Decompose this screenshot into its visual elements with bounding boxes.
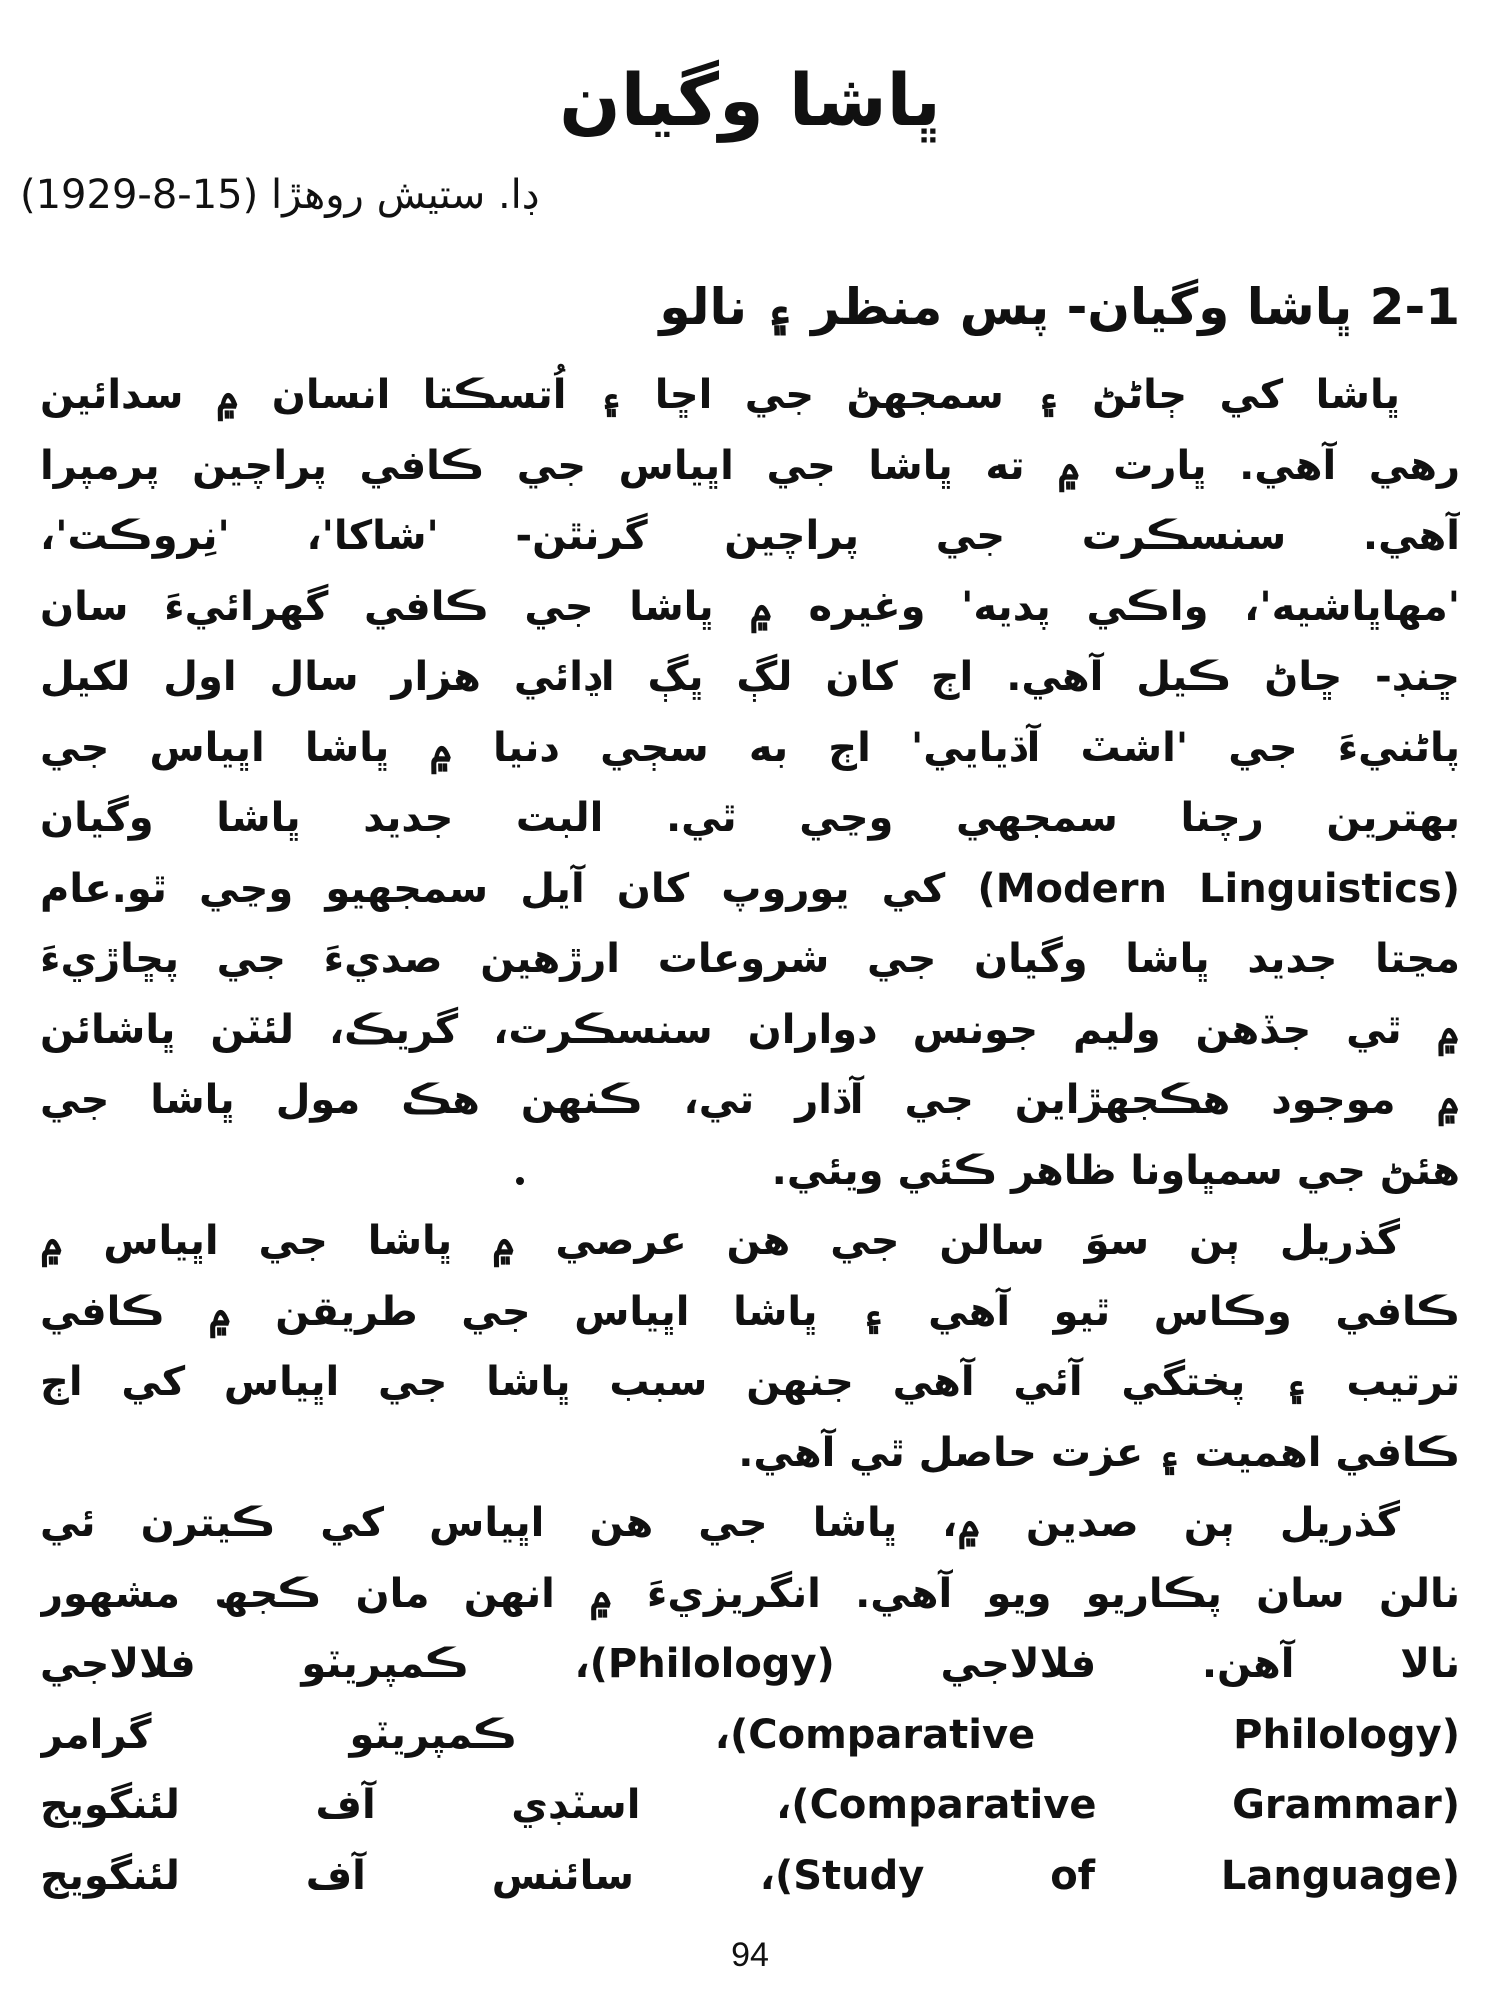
- text-line: (Comparative Grammar)، اسٽڊي آف لئنگويج: [40, 1782, 1460, 1828]
- page-number: 94: [731, 1936, 769, 1974]
- text-line: نالا آهن. فلالاجي (Philology)، ڪمپريٽو فلالاجي: [40, 1641, 1460, 1687]
- text-line: بهترين رچنا سمجهي وڃي ٿي. البت جديد ڀاشا وگيان: [40, 795, 1460, 841]
- text-line: (Study of Language)، سائنس آف لئنگويج: [40, 1852, 1460, 1899]
- body-text: [40, 360, 1460, 1911]
- text-line: ڀاشا کي ڄاڻڻ ۽ سمجھڻ جي اڇا ۽ اُتسڪتا انسان ۾ سدائين: [40, 372, 1400, 418]
- text-line: هئڻ جي سمڀاونا ظاهر ڪئي ويئي.: [771, 1147, 1460, 1194]
- text-line: ڇنڊ- ڇاڻ ڪيل آهي. اڄ کان لڳ ڀڳ اڍائي هزار سال اول لکيل: [40, 654, 1460, 700]
- text-line: 'مهاڀاشيه'، واڪي پديه' وغيره ۾ ڀاشا جي ڪافي گهرائيءَ سان: [40, 583, 1460, 630]
- text-line: آهي. سنسڪرت جي پراچين گرنٿن- 'شاکا'، 'نِروڪت'،: [40, 513, 1460, 559]
- text-line: رهي آهي. ڀارت ۾ ته ڀاشا جي اڀياس جي ڪافي پراچين پرمپرا: [40, 442, 1460, 489]
- text-line: ترتيب ۽ پختگي آئي آهي جنهن سبب ڀاشا جي اڀياس کي اڄ: [40, 1359, 1460, 1405]
- section-heading: 2-1 ڀاشا وگيان- پس منظر ۽ نالو: [659, 278, 1460, 336]
- text-line: (Comparative Philology)، ڪمپريٽو گرامر: [40, 1711, 1460, 1758]
- stray-dot-mark: [516, 1177, 524, 1185]
- text-line: ۾ موجود هڪجهڙاين جي آڌار تي، ڪنهن هڪ مول ڀاشا جي: [40, 1077, 1460, 1123]
- text-line: (Modern Linguistics) کي يوروپ کان آيل سمجھيو وڃي ٿو.عام: [40, 865, 1460, 912]
- page-title: ڀاشا وگيان: [559, 58, 941, 142]
- text-line: پاڻنيءَ جي 'اشٽ آڌيايي' اڄ به سڄي دنيا ۾ ڀاشا اڀياس جي: [40, 724, 1460, 771]
- text-line: گذريل ٻن سوَ سالن جي هن عرصي ۾ ڀاشا جي اڀياس ۾: [40, 1218, 1400, 1264]
- text-line: گذريل ٻن صدين ۾، ڀاشا جي هن اڀياس کي ڪيترن ئي: [40, 1500, 1400, 1546]
- text-line: ۾ ٿي جڏهن وليم جونس دواران سنسڪرت، گريڪ، لئٽن ڀاشائن: [40, 1006, 1460, 1053]
- author-line: ڊا. ستيش روهڙا (15-8-1929): [20, 172, 540, 218]
- text-line: ڪافي اهميت ۽ عزت حاصل ٿي آهي.: [738, 1429, 1460, 1476]
- text-line: ڪافي وڪاس ٿيو آهي ۽ ڀاشا اڀياس جي طريقن ۾ ڪافي: [40, 1288, 1460, 1335]
- text-line: نالن سان پڪاريو ويو آهي. انگريزيءَ ۾ انهن مان ڪجھ مشهور: [40, 1570, 1460, 1617]
- text-line: مڃتا جديد ڀاشا وگيان جي شروعات ارڙهين صديءَ جي پڇاڙيءَ: [40, 936, 1460, 982]
